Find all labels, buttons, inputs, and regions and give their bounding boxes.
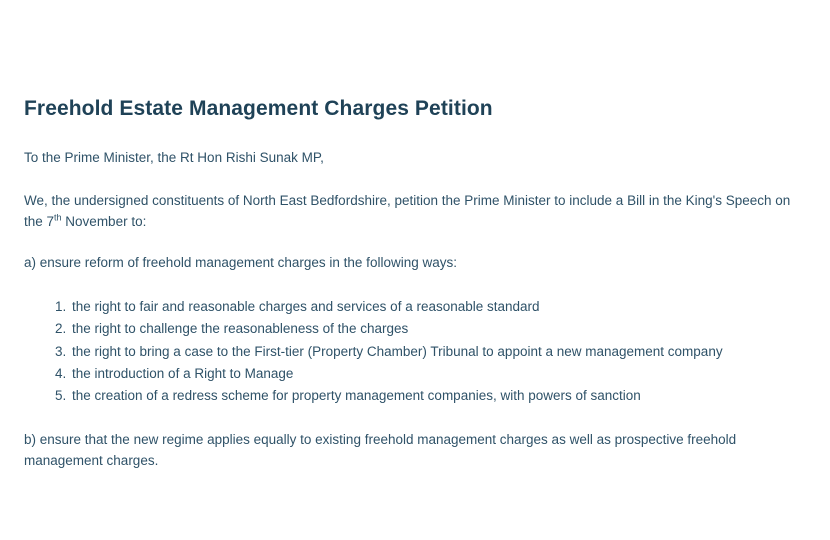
list-item: 2. the right to challenge the reasonableness of the charges (70, 318, 806, 339)
intro-text-before: We, the undersigned constituents of North East Bedfordshire, petition the Prime Minister to include a Bill in the King's Speech on the 7 (24, 193, 791, 230)
ordinal-suffix: th (54, 212, 62, 223)
clause-a-paragraph: a) ensure reform of freehold management charges in the following ways: (24, 255, 457, 271)
rights-list (24, 296, 806, 407)
intro-paragraph (24, 191, 806, 233)
list-item: 1. the right to fair and reasonable charges and services of a reasonable standard (70, 296, 806, 317)
clause-b-paragraph: b) ensure that the new regime applies equally to existing freehold management charges as well as prospective freehold management charges. (24, 431, 737, 468)
list-item: 3. the right to bring a case to the First-tier (Property Chamber) Tribunal to appoint a new management company (70, 341, 806, 362)
list-item: 4. the introduction of a Right to Manage (70, 363, 806, 384)
list-item: 5. the creation of a redress scheme for property management companies, with powers of sanction (70, 385, 806, 406)
page-title: Freehold Estate Management Charges Petition (24, 97, 493, 120)
addressee-line: To the Prime Minister, the Rt Hon Rishi Sunak MP, (24, 150, 324, 166)
intro-text-after: November to: (61, 214, 147, 230)
